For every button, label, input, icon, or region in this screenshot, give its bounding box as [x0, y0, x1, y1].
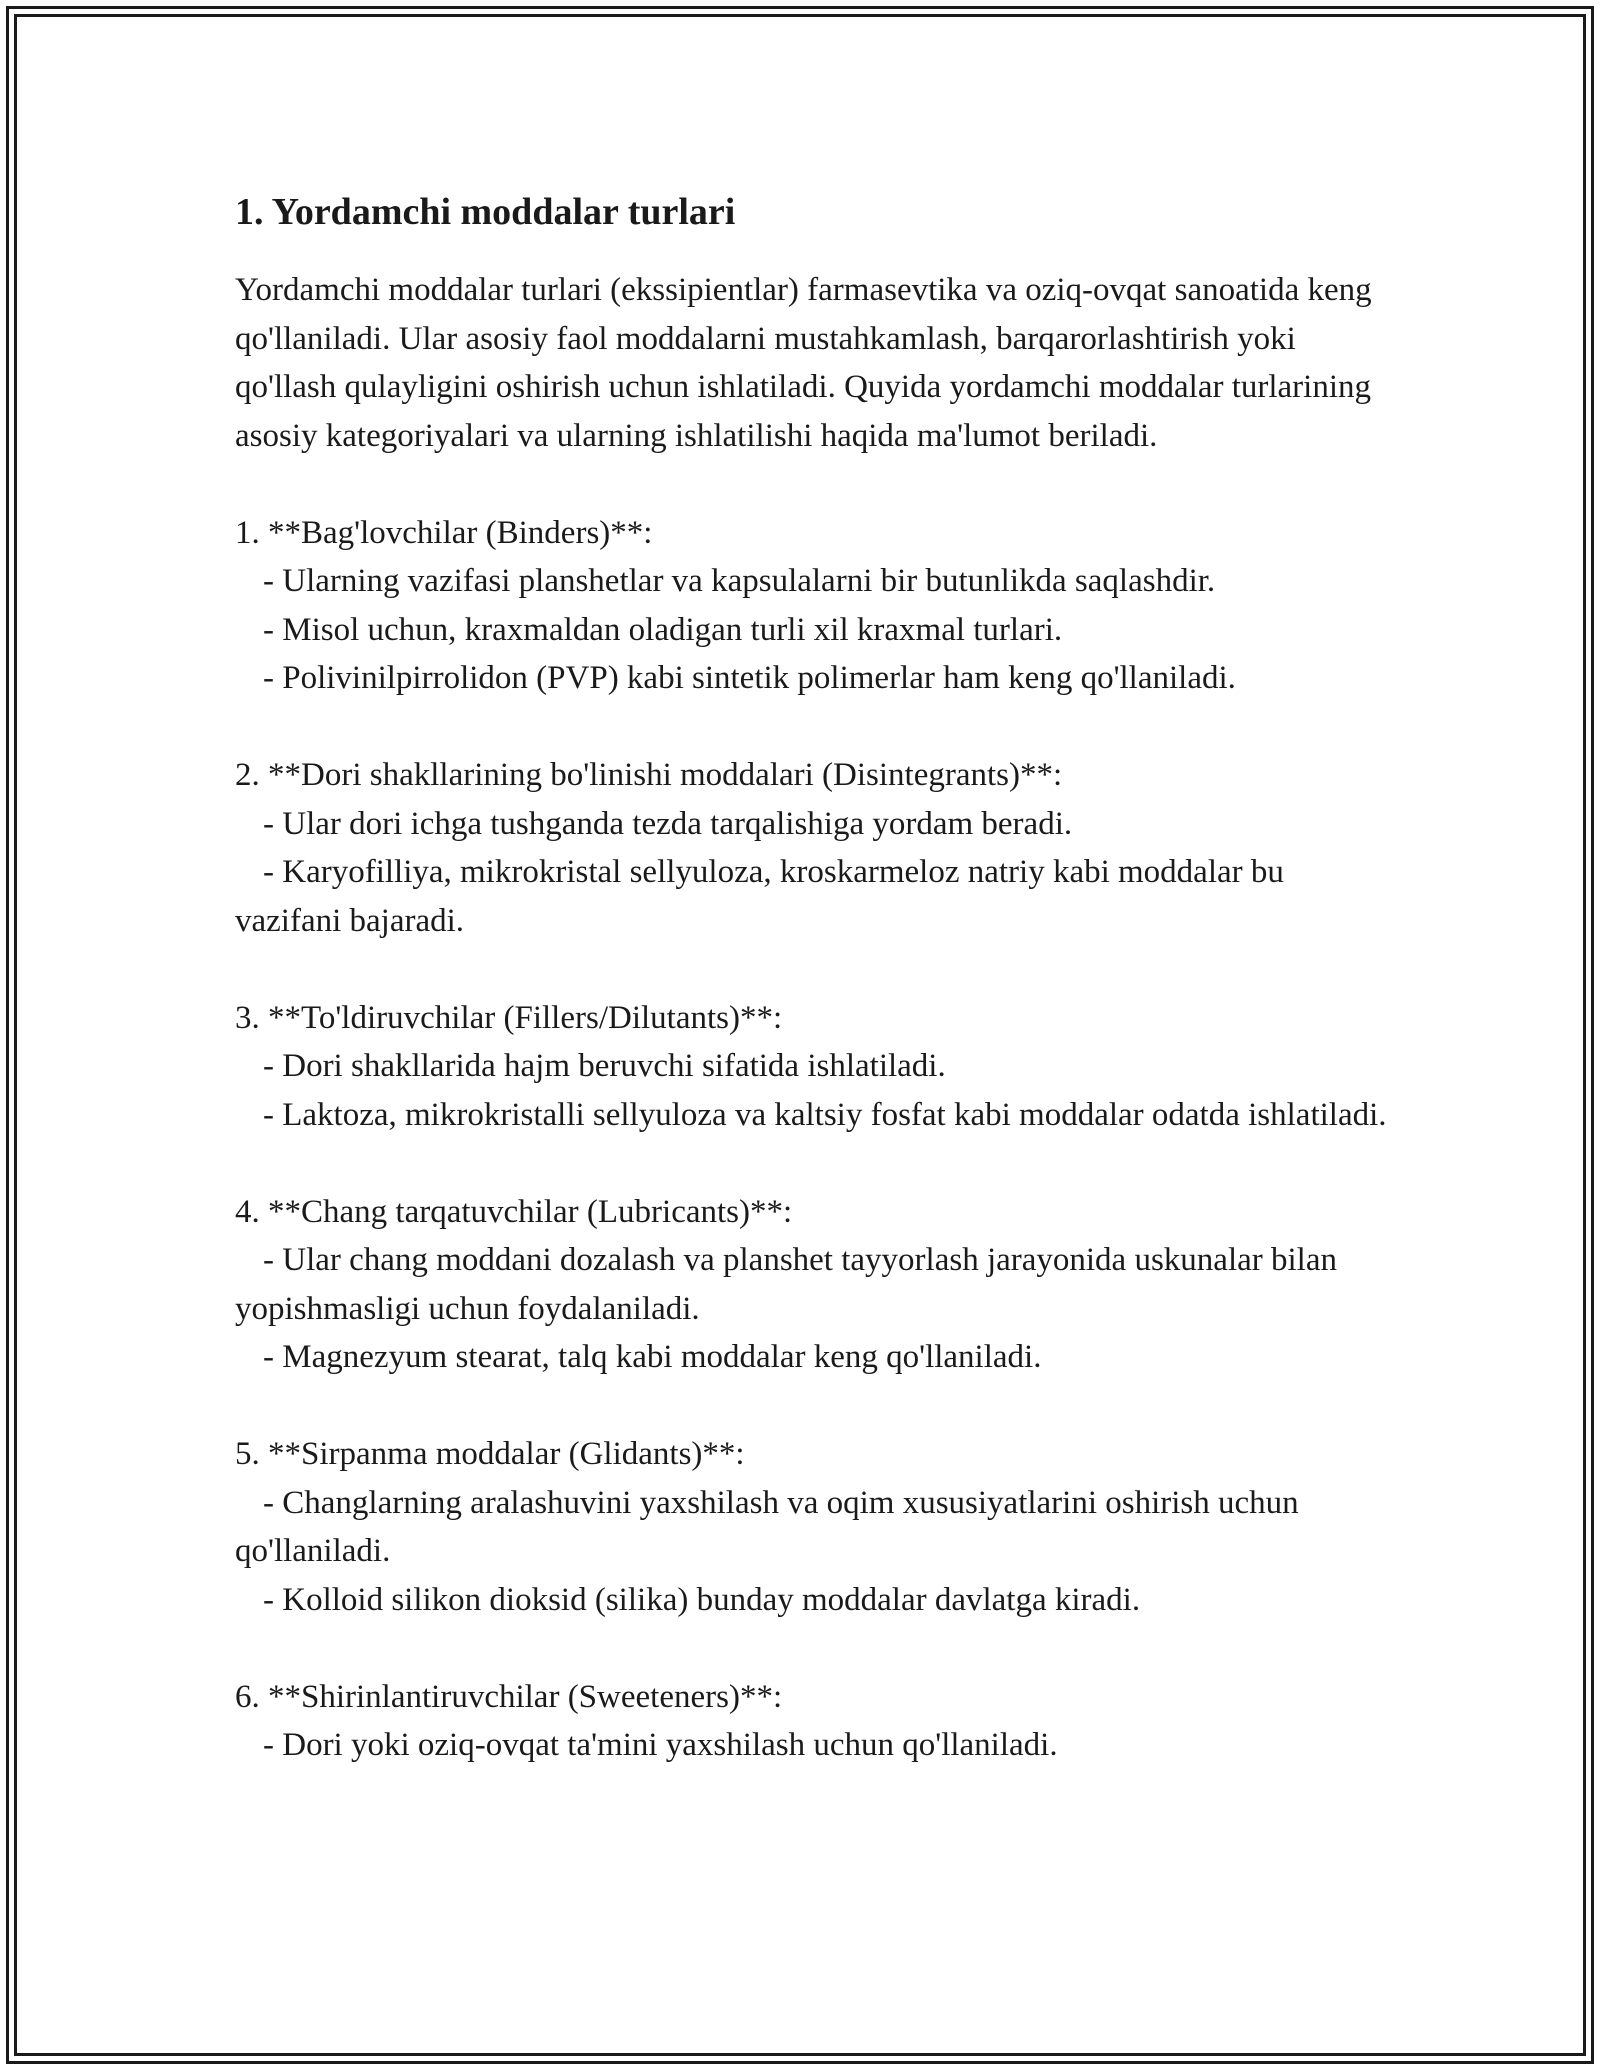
bullet-item: - Magnezyum stearat, talq kabi moddalar keng qo'llaniladi. — [263, 1339, 1042, 1375]
document-page — [235, 186, 1395, 1770]
bullet-item: - Ularning vazifasi planshetlar va kapsulalarni bir butunlikda saqlashdir. — [263, 563, 1216, 599]
section-binders — [235, 509, 1395, 703]
section-lubricants — [235, 1188, 1395, 1382]
bullet-item: - Dori shakllarida hajm beruvchi sifatida ishlatiladi. — [263, 1048, 946, 1084]
section-heading: 3. **To'ldiruvchilar (Fillers/Dilutants)**: — [235, 999, 783, 1036]
section-fillers — [235, 994, 1395, 1140]
bullet-item: - Misol uchun, kraxmaldan oladigan turli xil kraxmal turlari. — [263, 611, 1063, 648]
section-disintegrants — [235, 751, 1395, 945]
section-heading: 2. **Dori shakllarining bo'linishi moddalari (Disintegrants)**: — [235, 757, 1063, 793]
intro-paragraph: Yordamchi moddalar turlari (ekssipientlar) farmasevtika va oziq-ovqat sanoatida keng qo'llaniladi. Ular asosiy faol moddalarni mustahkamlash, barqarorlashtirish yoki qo'llash qulayligini oshirish uchun ishlatiladi. Quyida yordamchi moddalar turlarining asosiy kategoriyalari va ularning ishlatilishi haqida ma'lumot beriladi. — [235, 272, 1372, 454]
section-heading: 5. **Sirpanma moddalar (Glidants)**: — [235, 1436, 745, 1472]
section-heading: 6. **Shirinlantiruvchilar (Sweeteners)**: — [235, 1678, 783, 1715]
bullet-item: - Polivinilpirrolidon (PVP) kabi sintetik polimerlar ham keng qo'llaniladi. — [263, 660, 1236, 696]
section-heading: 1. **Bag'lovchilar (Binders)**: — [235, 514, 653, 551]
bullet-item: - Karyofilliya, mikrokristal sellyuloza, kroskarmeloz natriy kabi moddalar bu vazifani bajaradi. — [235, 854, 1284, 939]
bullet-item: - Ular chang moddani dozalash va planshet tayyorlash jarayonida uskunalar bilan yopishmasligi uchun foydalaniladi. — [235, 1242, 1337, 1327]
section-glidants — [235, 1430, 1395, 1624]
bullet-item: - Dori yoki oziq-ovqat ta'mini yaxshilash uchun qo'llaniladi. — [263, 1727, 1058, 1763]
bullet-item: - Kolloid silikon dioksid (silika) bunday moddalar davlatga kiradi. — [263, 1581, 1141, 1618]
bullet-item: - Ular dori ichga tushganda tezda tarqalishiga yordam beradi. — [263, 805, 1073, 842]
document-title: 1. Yordamchi moddalar turlari — [235, 191, 736, 233]
bullet-item: - Laktoza, mikrokristalli sellyuloza va kaltsiy fosfat kabi moddalar odatda ishlatiladi. — [263, 1096, 1387, 1133]
bullet-item: - Changlarning aralashuvini yaxshilash va oqim xususiyatlarini oshirish uchun qo'llaniladi. — [235, 1484, 1299, 1569]
section-heading: 4. **Chang tarqatuvchilar (Lubricants)**: — [235, 1193, 793, 1230]
section-sweeteners — [235, 1673, 1395, 1770]
